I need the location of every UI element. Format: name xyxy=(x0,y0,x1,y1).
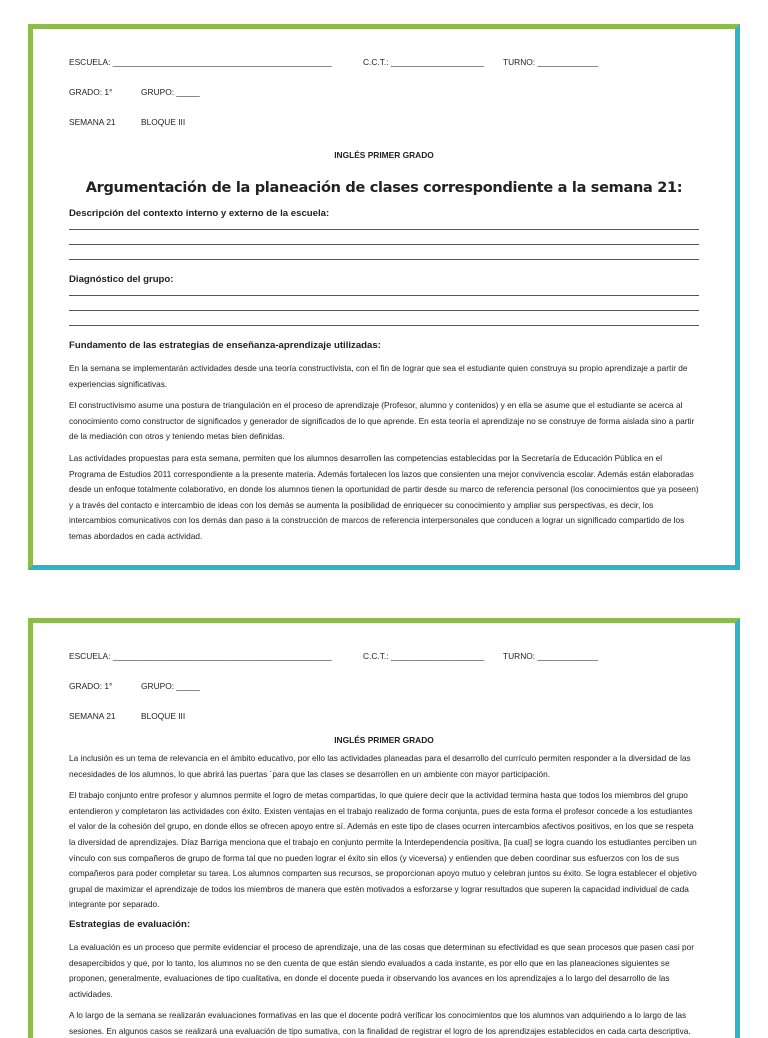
grupo-field: GRUPO: _____ xyxy=(141,87,200,97)
document-page-1 xyxy=(28,24,740,570)
semana-field: SEMANA 21 xyxy=(69,117,116,127)
semana-field: SEMANA 21 xyxy=(69,711,116,721)
paragraph: La evaluación es un proceso que permite evidenciar el proceso de aprendizaje, una de las cosas que determinan su efectividad es que sean procesos que pasen casi por desapercibidos y que, por lo tanto, los alumnos no se den cuenta de que están siendo evaluados a cada instante, es por ello que en las planeaciones siguientes se proponen, generalmente, evaluaciones de tipo cualitativa, en donde el docente pueda ir observando los avances en los aprendizajes a lo largo del desarrollo de las actividades. xyxy=(69,941,694,999)
page-header xyxy=(69,37,699,147)
blank-lines-diagnosis xyxy=(69,295,699,326)
blank-line xyxy=(69,244,699,245)
subject-heading: INGLÉS PRIMER GRADO xyxy=(334,150,434,160)
section-heading-context: Descripción del contexto interno y externo de la escuela: xyxy=(69,208,330,219)
turno-field: TURNO: _____________ xyxy=(503,651,598,661)
paragraph: El trabajo conjunto entre profesor y alumnos permite el logro de metas compartidas, lo que quiere decir que la actividad termina hasta que todos los miembros del grupo entendieron y completaron las actividades con éxito. Existen ventajas en el trabajo realizado de forma conjunta, pues de esta forma el profesor concede a los estudiantes el valor de la cohesión del grupo, en donde ellos se ofrecen apoyo entre sí. Además en este tipo de clases ocurren intercambios afectivos positivos, en los que se respeta la diversidad de aprendizajes. Díaz Barriga menciona que el trabajo en conjunto permite la Interdependencia positiva, [la cual] se logra cuando los estudiantes perciben un vínculo con sus compañeros de grupo de forma tal que no pueden lograr el éxito sin ellos (y viceversa) y entienden que deben coordinar sus esfuerzos con los de sus compañeros para poder completar su tarea. Los alumnos comparten sus recursos, se proporcionan apoyo mutuo y celebran juntos su éxito. Se logra establecer el objetivo grupal de maximizar el aprendizaje de todos los miembros de manera que estén motivados a esforzarse y lograr resultados que superen la capacidad individual de cada integrante por separado. xyxy=(69,790,697,910)
escuela-field: ESCUELA: _______________________________________________ xyxy=(69,57,332,67)
bloque-field: BLOQUE III xyxy=(141,117,186,127)
bloque-field: BLOQUE III xyxy=(141,711,186,721)
blank-lines-context xyxy=(69,229,699,260)
grado-field: GRADO: 1° xyxy=(69,681,113,691)
section-heading-strategies: Fundamento de las estrategias de enseñanza-aprendizaje utilizadas: xyxy=(69,340,381,351)
paragraph: El constructivismo asume una postura de triangulación en el proceso de aprendizaje (Profesor, alumno y contenidos) y en ella se asume que el estudiante se acerca al conocimiento como constructor de significados y generador de significados de lo que aprende. En esta teoría el aprendizaje no se construye de forma aislada sino a partir de la mediación con otros y teniendo metas bien definidas. xyxy=(69,400,695,442)
paragraph: A lo largo de la semana se realizarán evaluaciones formativas en las que el docente podrá verificar los conocimientos que los alumnos van adquiriendo a lo largo de las sesiones. En algunos casos se realizará una evaluación de tipo sumativa, con la finalidad de registrar el logro de los aprendizajes establecidos en cada carta descriptiva. xyxy=(69,1010,691,1036)
section-heading-diagnosis: Diagnóstico del grupo: xyxy=(69,274,174,285)
blank-line xyxy=(69,310,699,311)
paragraph: En la semana se implementarán actividades desde una teoría constructivista, con el fin de lograr que sea el estudiante quien construya su propio aprendizaje a partir de experiencias significativas. xyxy=(69,363,688,389)
grado-field: GRADO: 1° xyxy=(69,87,113,97)
document-page-2 xyxy=(28,618,740,1038)
blank-line xyxy=(69,259,699,260)
section-heading-evaluation: Estrategias de evaluación: xyxy=(69,918,191,930)
grupo-field: GRUPO: _____ xyxy=(141,681,200,691)
page-header xyxy=(69,631,699,741)
paragraph: Las actividades propuestas para esta semana, permiten que los alumnos desarrollen las competencias establecidas por la Secretaría de Educación Pública en el Programa de Estudios 2011 correspondiente a la presente materia. Además fortalecen los lazos que consienten una mejor convivencia escolar. Además están elaboradas desde un enfoque totalmente colaborativo, en donde los alumnos tienen la oportunidad de partir desde su marco de referencia personal (los conocimientos que ya poseen) y a través del contacto e intercambio de ideas con los demás se aumenta la posibilidad de enriquecer su conocimiento y ampliar sus perspectivas, es decir, los intercambios comunicativos con los demás dan paso a la construcción de marcos de referencia interpersonales que conducen a lograr un significado compartido de los temas abordados en cada actividad. xyxy=(69,452,699,541)
escuela-field: ESCUELA: _______________________________________________ xyxy=(69,651,332,661)
page-title: Argumentación de la planeación de clases correspondiente a la semana 21: xyxy=(85,180,683,196)
blank-line xyxy=(69,229,699,230)
subject-heading: INGLÉS PRIMER GRADO xyxy=(334,735,434,745)
cct-field: C.C.T.: ____________________ xyxy=(363,651,485,661)
blank-line xyxy=(69,325,699,326)
cct-field: C.C.T.: ____________________ xyxy=(363,57,485,67)
turno-field: TURNO: _____________ xyxy=(503,57,598,67)
paragraph: La inclusión es un tema de relevancia en el ámbito educativo, por ello las actividades planeadas para el desarrollo del currículo permiten responder a la diversidad de las necesidades de los alumnos, lo que abrirá las puertas ´para que las clases se desarrollen en un ambiente con mayor participación. xyxy=(69,753,691,779)
blank-line xyxy=(69,295,699,296)
